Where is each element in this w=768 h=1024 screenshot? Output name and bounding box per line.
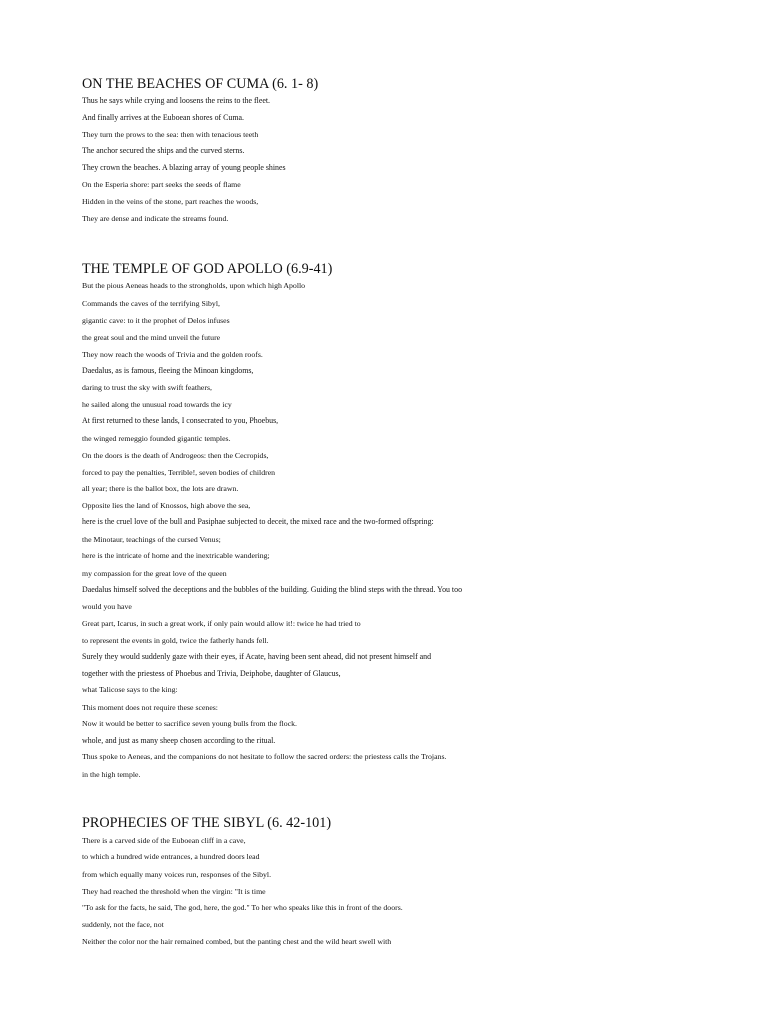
section-body	[82, 832, 732, 950]
text-line: the great soul and the mind unveil the future	[82, 332, 221, 342]
text-line: all year; there is the ballot box, the lots are drawn.	[82, 483, 239, 493]
text-line: They now reach the woods of Trivia and the golden roofs.	[82, 349, 263, 359]
text-line: They turn the prows to the sea: then with tenacious teeth	[82, 130, 259, 140]
text-line: Surely they would suddenly gaze with their eyes, if Acate, having been sent ahead, did not present himself and	[82, 652, 432, 662]
text-line: Thus spoke to Aeneas, and the companions do not hesitate to follow the sacred orders: the priestess calls the Trojans.	[82, 752, 447, 762]
text-line: Now it would be better to sacrifice seven young bulls from the flock.	[82, 718, 298, 728]
text-line: Daedalus, as is famous, fleeing the Minoan kingdoms,	[82, 365, 254, 375]
text-line: gigantic cave: to it the prophet of Delos infuses	[82, 315, 230, 325]
text-line: would you have	[82, 602, 132, 612]
section-body	[82, 93, 732, 227]
text-line: forced to pay the penalties, Terrible!, seven bodies of children	[82, 467, 276, 477]
text-line: here is the cruel love of the bull and Pasiphae subjected to deceit, the mixed race and the two-formed offspring:	[82, 517, 434, 527]
text-line: to which a hundred wide entrances, a hundred doors lead	[82, 852, 260, 861]
text-line: Thus he says while crying and loosens the reins to the fleet.	[82, 96, 271, 105]
section-title: THE TEMPLE OF GOD APOLLO (6.9-41)	[82, 261, 333, 277]
text-line: whole, and just as many sheep chosen according to the ritual.	[82, 735, 276, 745]
text-line: They are dense and indicate the streams found.	[82, 214, 229, 224]
section-temple-of-apollo	[82, 261, 732, 783]
text-line: daring to trust the sky with swift feathers,	[82, 383, 212, 393]
text-line: the Minotaur, teachings of the cursed Venus;	[82, 534, 221, 544]
text-line: The anchor secured the ships and the curved sterns.	[82, 146, 245, 156]
text-line: in the high temple.	[82, 769, 141, 779]
text-line: On the doors is the death of Androgeos: then the Cecropids,	[82, 450, 269, 460]
text-line: Neither the color nor the hair remained combed, but the panting chest and the wild heart swell with	[82, 937, 392, 947]
text-line: from which equally many voices run, responses of the Sibyl.	[82, 869, 272, 879]
text-line: Hidden in the veins of the stone, part reaches the woods,	[82, 197, 259, 207]
text-line: At first returned to these lands, I consecrated to you, Phoebus,	[82, 416, 279, 426]
text-line: "To ask for the facts, he said, The god, here, the god." To her who speaks like this in front of the doors.	[82, 902, 403, 912]
text-line: They crown the beaches. A blazing array of young people shines	[82, 162, 286, 172]
section-beaches-of-cuma	[82, 76, 732, 227]
section-body	[82, 278, 732, 783]
text-line: Daedalus himself solved the deceptions and the bubbles of the building. Guiding the blind steps with the thread. You too	[82, 584, 463, 594]
text-line: This moment does not require these scenes:	[82, 702, 218, 712]
text-line: what Talicose says to the king:	[82, 685, 178, 695]
text-line: here is the intricate of home and the inextricable wandering;	[82, 550, 270, 560]
text-line: suddenly, not the face, not	[82, 920, 164, 930]
text-line: There is a carved side of the Euboean cliff in a cave,	[82, 836, 246, 845]
section-title: ON THE BEACHES OF CUMA (6. 1- 8)	[82, 76, 319, 92]
text-line: Opposite lies the land of Knossos, high above the sea,	[82, 501, 251, 511]
text-line: They had reached the threshold when the virgin: "It is time	[82, 886, 266, 896]
text-line: he sailed along the unusual road towards the icy	[82, 400, 232, 410]
text-line: my compassion for the great love of the queen	[82, 568, 227, 578]
section-title: PROPHECIES OF THE SIBYL (6. 42-101)	[82, 815, 332, 831]
text-line: to represent the events in gold, twice the fatherly hands fell.	[82, 636, 269, 646]
text-line: Great part, Icarus, in such a great work, if only pain would allow it!: twice he had tried to	[82, 619, 361, 629]
section-prophecies-of-sibyl	[82, 815, 732, 950]
text-line: Commands the caves of the terrifying Sibyl,	[82, 298, 220, 308]
text-line: together with the priestess of Phoebus and Trivia, Deiphobe, daughter of Glaucus,	[82, 668, 341, 678]
text-line: the winged remeggio founded gigantic temples.	[82, 433, 231, 443]
text-line: And finally arrives at the Euboean shores of Cuma.	[82, 112, 244, 122]
text-line: But the pious Aeneas heads to the strongholds, upon which high Apollo	[82, 281, 306, 290]
text-line: On the Esperia shore: part seeks the seeds of flame	[82, 180, 241, 190]
